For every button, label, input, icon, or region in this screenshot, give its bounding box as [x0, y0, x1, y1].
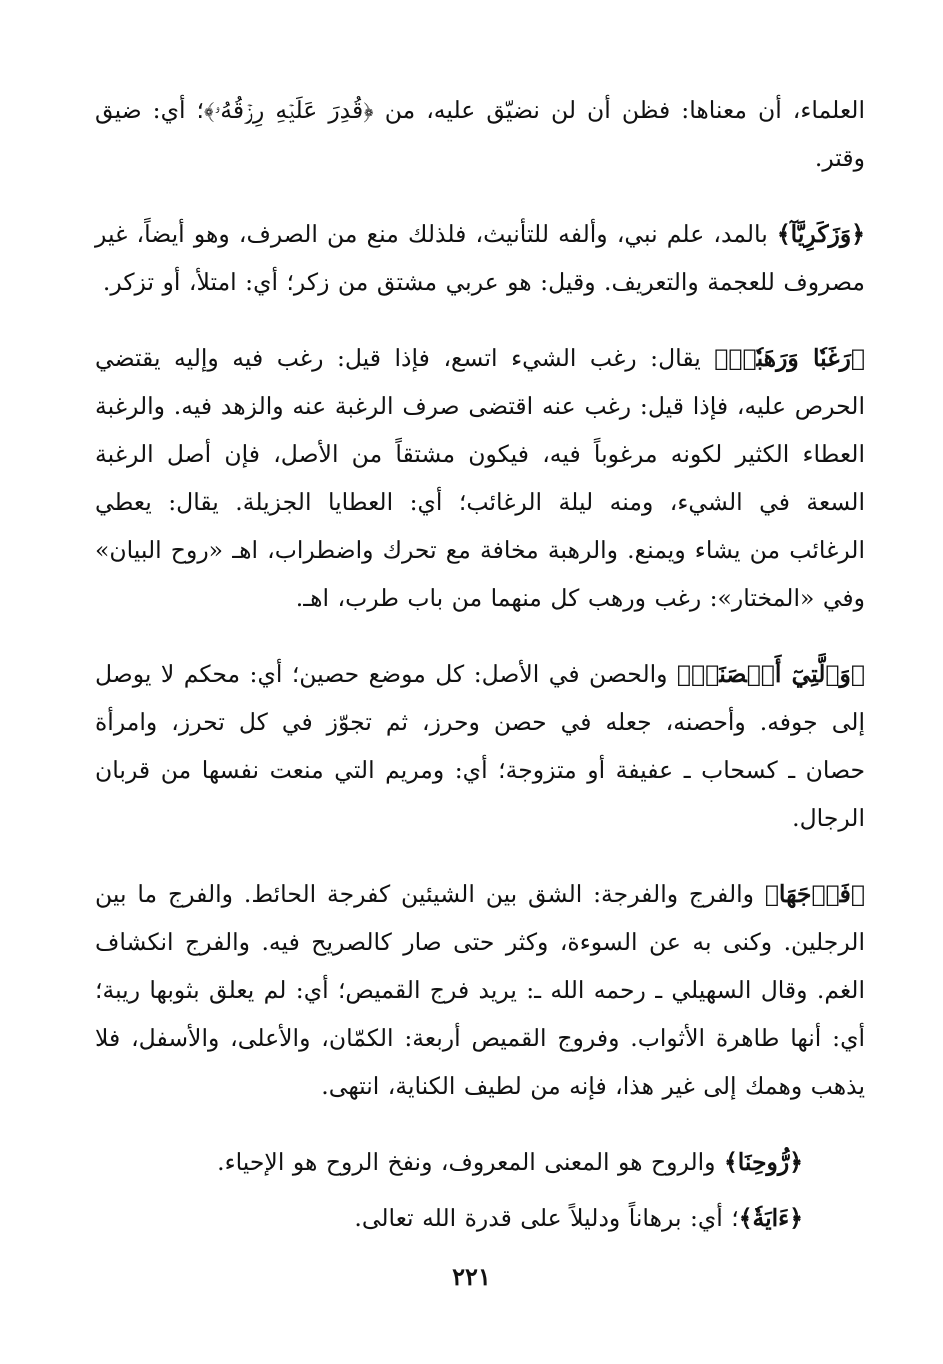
paragraph-3 [95, 334, 865, 622]
paragraph-6 [95, 1138, 865, 1186]
paragraph-4-text: والحصن في الأصل: كل موضع حصين؛ أي: محكم لا يوصل إلى جوفه. وأحصنه، جعله في حصن وحرز، ثم تجوّز في كل تحرز، وامرأة حصان ـ كسحاب ـ عفيفة أو متزوجة؛ أي: ومريم التي منعت نفسها من قربان الرجال. [95, 660, 865, 832]
quran-term: ﴿ءَايَةٗ﴾ [738, 1204, 803, 1232]
page-body [95, 86, 865, 1242]
paragraph-1 [95, 86, 865, 182]
paragraph-2 [95, 210, 865, 306]
page-number: ٢٢١ [452, 1262, 491, 1291]
quran-term: ﴿رَغَبٗا وَرَهَبٗاۖ﴾ [714, 344, 865, 372]
paragraph-5 [95, 870, 865, 1110]
paragraph-6-text: والروح هو المعنى المعروف، ونفخ الروح هو الإحياء. [217, 1148, 724, 1176]
quran-term: ﴿وَزَكَرِيَّآ﴾ [776, 220, 865, 248]
paragraph-2-text: بالمد، علم نبي، وألفه للتأنيث، فلذلك منع من الصرف، وهو أيضاً، غير مصروف للعجمة والتعريف. وقيل: هو عربي مشتق من زكر؛ أي: امتلأ، أو تزكر. [95, 220, 865, 296]
quran-term: ﴿رُّوحِنَا﴾ [723, 1148, 803, 1176]
quran-term: ﴿وَٱلَّتِيٓ أَحۡصَنَتۡ﴾ [676, 660, 865, 688]
paragraph-4 [95, 650, 865, 842]
paragraph-1-text: العلماء، أن معناها: فظن أن لن نضيّق عليه، من ﴿قُدِرَ عَلَيۡهِ رِزۡقُهُۥ﴾؛ أي: ضيق وقتر. [95, 96, 865, 172]
paragraph-5-text: والفرج والفرجة: الشق بين الشيئين كفرجة الحائط. والفرج ما بين الرجلين. وكنى به عن السوءة، وكثر حتى صار كالصريح فيه. والفرج انكشاف الغم. وقال السهيلي ـ رحمه الله ـ: يريد فرج القميص؛ أي: لم يعلق بثوبها ريبة؛ أي: أنها طاهرة الأثواب. وفروج القميص أربعة: الكمّان، والأعلى، والأسفل، فلا يذهب وهمك إلى غير هذا، فإنه من لطيف الكناية، انتهى. [95, 880, 865, 1100]
paragraph-7 [95, 1194, 865, 1242]
quran-term: ﴿فَرۡجَهَا﴾ [764, 880, 865, 908]
paragraph-3-text: يقال: رغب الشيء اتسع، فإذا قيل: رغب فيه وإليه يقتضي الحرص عليه، فإذا قيل: رغب عنه اقتضى صرف الرغبة عنه والزهد فيه. والرغبة العطاء الكثير لكونه مرغوباً فيه، فيكون مشتقاً من الأصل، فإن أصل الرغبة السعة في الشيء، ومنه ليلة الرغائب؛ أي: العطايا الجزيلة. يقال: يعطي الرغائب من يشاء ويمنع. والرهبة مخافة مع تحرك واضطراب، اهـ «روح البيان» وفي «المختار»: رغب ورهب كل منهما من باب طرب، اهـ. [95, 344, 865, 612]
paragraph-7-text: ؛ أي: برهاناً ودليلاً على قدرة الله تعالى. [354, 1204, 739, 1232]
